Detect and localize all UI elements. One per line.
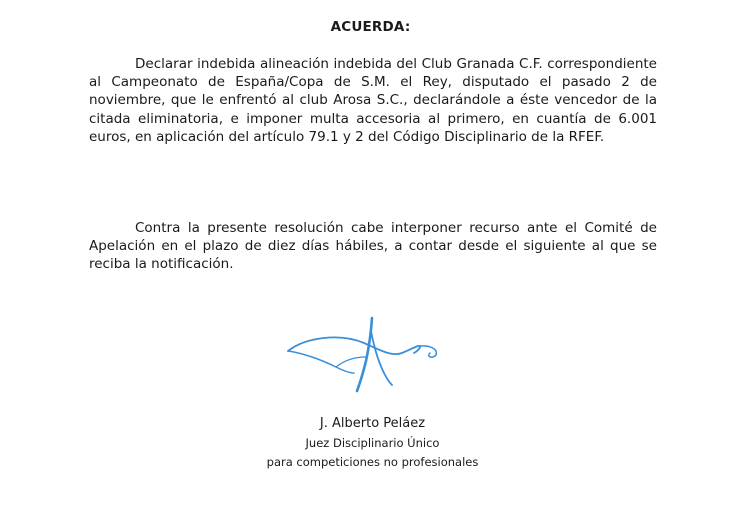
resolution-paragraph <box>89 55 657 146</box>
resolution-text: Declarar indebida alineación indebida del Club Granada C.F. correspondiente al Campeonato de España/Copa de S.M. el Rey, disputado el pasado 2 de noviembre, que le enfrentó al club Arosa S.C., declarándole a éste vencedor de la citada eliminatoria, e imponer multa accesoria al primero, en cuantía de 6.001 euros, en aplicación del artículo 79.1 y 2 del Código Disciplinario de la RFEF. <box>89 56 657 145</box>
signer-role: Juez Disciplinario Único <box>305 436 440 450</box>
handwritten-signature <box>280 315 450 395</box>
signer-competition: para competiciones no profesionales <box>266 455 479 469</box>
signer-name: J. Alberto Peláez <box>319 416 426 431</box>
section-heading: ACUERDA: <box>330 19 411 35</box>
appeal-paragraph <box>89 219 657 274</box>
appeal-text: Contra la presente resolución cabe interponer recurso ante el Comité de Apelación en el plazo de diez días hábiles, a contar desde el siguiente al que se reciba la notificación. <box>89 220 657 273</box>
